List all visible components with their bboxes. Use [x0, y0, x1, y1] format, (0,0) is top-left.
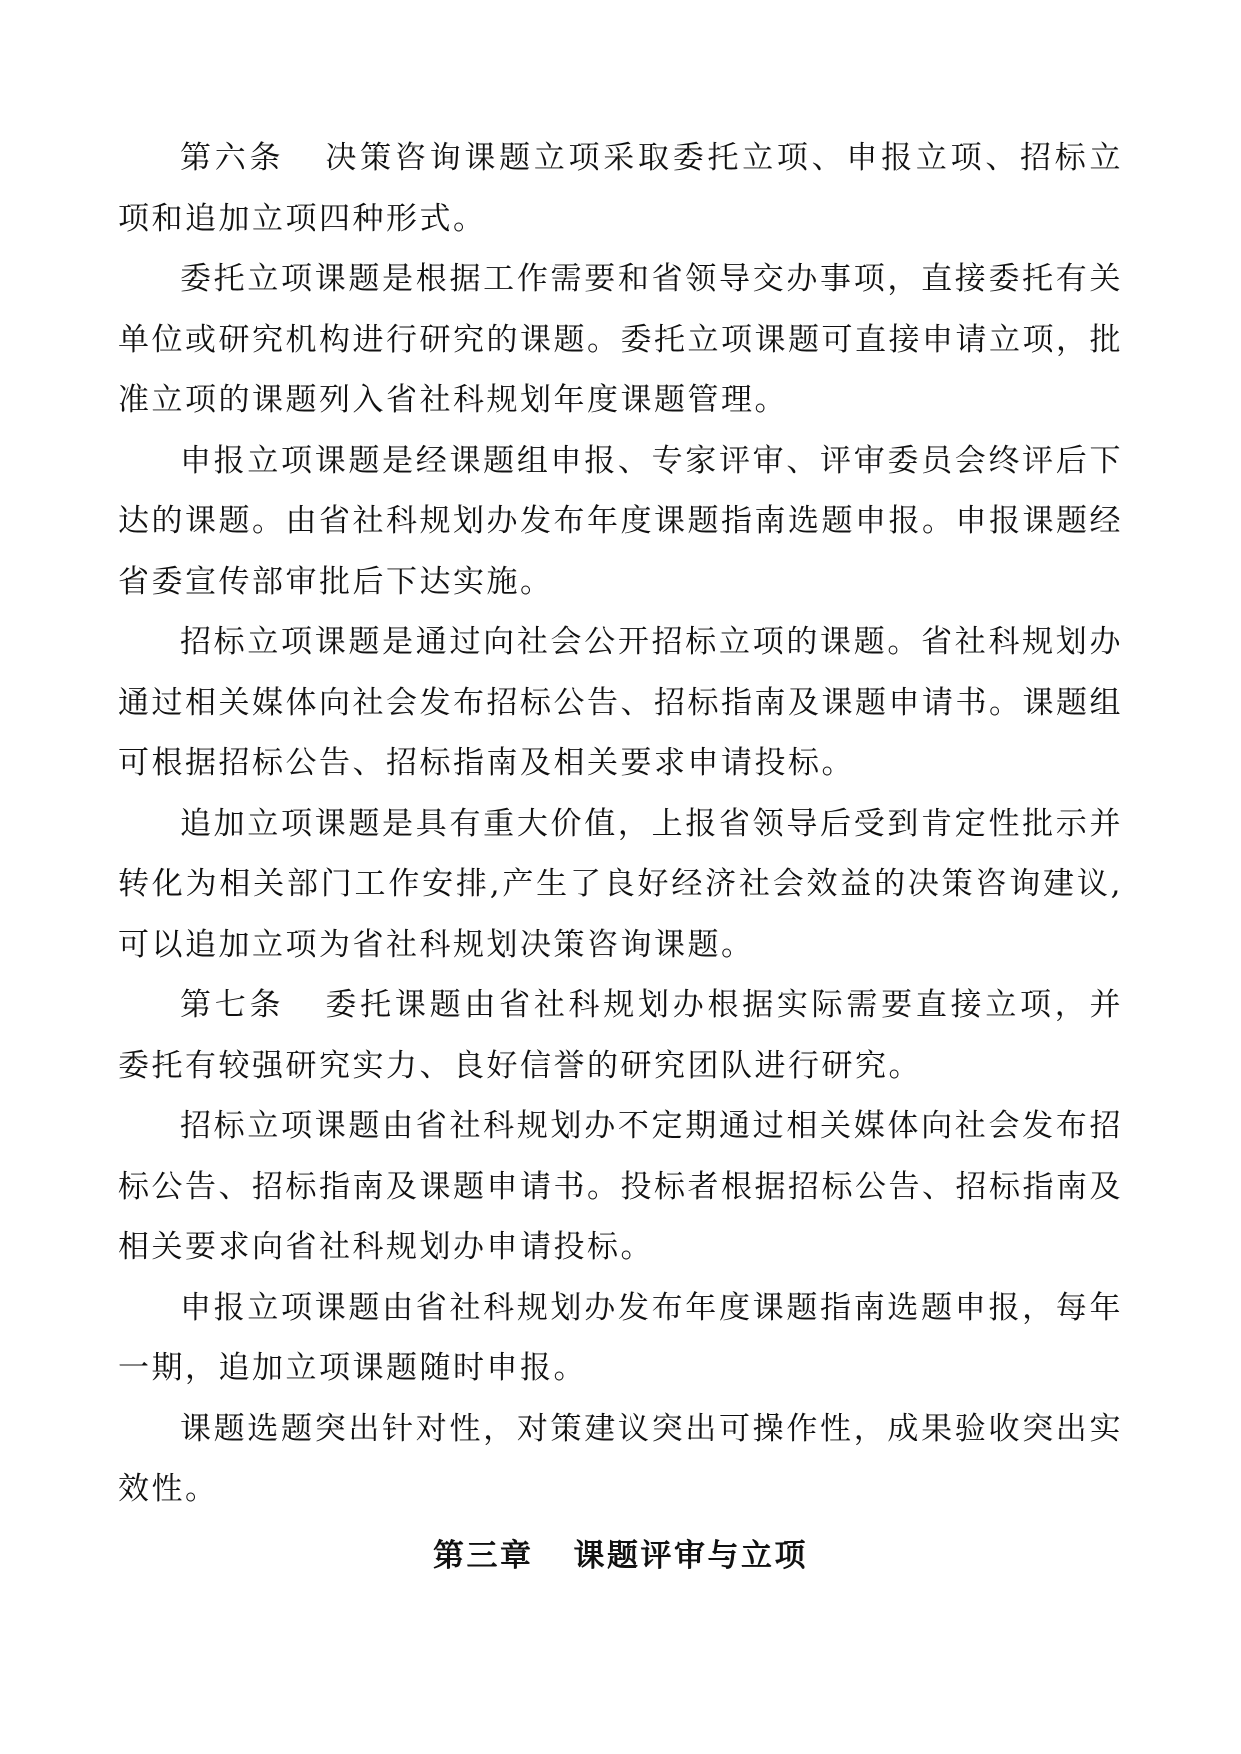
paragraph: 申报立项课题是经课题组申报、专家评审、评审委员会终评后下达的课题。由省社科规划办发布年度课题指南选题申报。申报课题经省委宣传部审批后下达实施。: [118, 442, 1123, 600]
article-label: 第七条: [180, 987, 285, 1023]
paragraph: 招标立项课题是通过向社会公开招标立项的课题。省社科规划办通过相关媒体向社会发布招标公告、招标指南及课题申请书。课题组可根据招标公告、招标指南及相关要求申请投标。: [118, 624, 1123, 781]
paragraph: 招标立项课题由省社科规划办不定期通过相关媒体向社会发布招标公告、招标指南及课题申请书。投标者根据招标公告、招标指南及相关要求向省社科规划办申请投标。: [118, 1108, 1123, 1265]
paragraph: 申报立项课题由省社科规划办发布年度课题指南选题申报，每年一期，追加立项课题随时申报。: [118, 1289, 1123, 1386]
document-body: [118, 128, 1123, 1586]
chapter-heading: [118, 1526, 1123, 1587]
article-7-paragraph: [118, 975, 1123, 1096]
paragraph-text: 委托课题由省社科规划办根据实际需要直接立项，并委托有较强研究实力、良好信誉的研究团队进行研究。: [118, 987, 1124, 1084]
chapter-title: 课题评审与立项: [573, 1537, 808, 1574]
paragraph: 追加立项课题是具有重大价值，上报省领导后受到肯定性批示并转化为相关部门工作安排,产生了良好经济社会效益的决策咨询建议,可以追加立项为省社科规划决策咨询课题。: [118, 805, 1123, 963]
article-label: 第六条: [180, 140, 285, 176]
paragraph: 课题选题突出针对性，对策建议突出可操作性，成果验收突出实效性。: [118, 1410, 1123, 1507]
article-6-paragraph: [118, 128, 1123, 249]
paragraph: 委托立项课题是根据工作需要和省领导交办事项，直接委托有关单位或研究机构进行研究的课题。委托立项课题可直接申请立项，批准立项的课题列入省社科规划年度课题管理。: [118, 261, 1123, 418]
chapter-number: 第三章: [433, 1537, 534, 1574]
paragraph-text: 决策咨询课题立项采取委托立项、申报立项、招标立项和追加立项四种形式。: [118, 140, 1124, 237]
